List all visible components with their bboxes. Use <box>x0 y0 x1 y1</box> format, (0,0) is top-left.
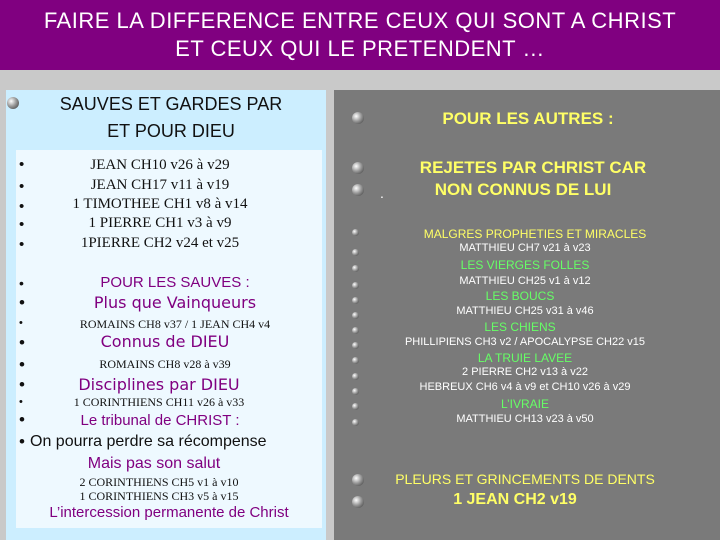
plus-que-vainqueurs: Plus que Vainqueurs <box>93 293 257 312</box>
ref-corinthiens-5: 2 CORINTHIENS CH5 v1 à v10 <box>79 475 239 489</box>
tribunal-de-christ: Le tribunal de CHRIST : <box>80 412 240 429</box>
bullet: • <box>19 396 23 408</box>
sphere-bullet-icon <box>352 249 359 256</box>
ref-romains-8-28: ROMAINS CH8 v28 à v39 <box>99 357 231 371</box>
rejetes-line-1: REJETES PAR CHRIST CAR <box>419 158 647 177</box>
sphere-bullet-icon <box>352 327 359 334</box>
bullet: • <box>19 432 25 451</box>
stray-dot: . <box>380 185 384 201</box>
bullet: • <box>19 355 25 374</box>
ref-hebreux: HEBREUX CH6 v4 à v9 et CH10 v26 à v29 <box>419 381 631 393</box>
ref-item: 1PIERRE CH2 v24 et v25 <box>80 235 240 251</box>
sphere-bullet-icon <box>352 162 364 174</box>
rejetes-line-2: NON CONNUS DE LUI <box>434 180 612 199</box>
sphere-bullet-icon <box>352 388 359 395</box>
bullet: • <box>19 375 25 394</box>
ivraie: L’IVRAIE <box>500 397 550 411</box>
bullet: • <box>19 178 25 195</box>
truie-lavee: LA TRUIE LAVEE <box>477 351 573 365</box>
ref-matthieu-25-1: MATTHIEU CH25 v1 à v12 <box>459 275 591 287</box>
sphere-bullet-icon <box>352 282 359 289</box>
ref-corinthiens-3: 1 CORINTHIENS CH3 v5 à v15 <box>79 489 239 503</box>
title-line-1: FAIRE LA DIFFERENCE ENTRE CEUX QUI SONT A CHRIST <box>43 8 677 33</box>
sphere-bullet-icon <box>352 403 359 410</box>
disciplines-par-dieu: Disciplines par DIEU <box>78 375 240 394</box>
bullet: • <box>19 275 24 291</box>
bullet: • <box>19 410 25 429</box>
ref-item: 1 PIERRE CH1 v3 à v9 <box>88 215 232 231</box>
ref-corinthiens-11: 1 CORINTHIENS CH11 v26 à v33 <box>73 395 245 409</box>
ref-romains-8-37: ROMAINS CH8 v37 / 1 JEAN CH4 v4 <box>79 317 271 331</box>
ref-item: JEAN CH10 v26 à v29 <box>90 157 230 173</box>
title-banner <box>0 0 720 70</box>
ref-item: JEAN CH17 v11 à v19 <box>90 177 230 193</box>
pleurs-grincements: PLEURS ET GRINCEMENTS DE DENTS <box>395 471 655 487</box>
ref-matthieu-25-31: MATTHIEU CH25 v31 à v46 <box>456 305 594 317</box>
ref-matthieu-7: MATTHIEU CH7 v21 à v23 <box>459 242 591 254</box>
ref-matthieu-13: MATTHIEU CH13 v23 à v50 <box>456 413 594 425</box>
sphere-bullet-icon <box>7 97 19 109</box>
sphere-bullet-icon <box>352 112 364 124</box>
sphere-bullet-icon <box>352 297 359 304</box>
ref-phillipiens: PHILLIPIENS CH3 v2 / APOCALYPSE CH22 v15 <box>404 336 646 348</box>
bullet: • <box>19 293 25 312</box>
vierges-folles: LES VIERGES FOLLES <box>460 258 590 272</box>
mais-pas-son-salut: Mais pas son salut <box>87 455 221 472</box>
sphere-bullet-icon <box>352 357 359 364</box>
bullet: • <box>19 317 23 329</box>
pour-les-autres: POUR LES AUTRES : <box>442 109 614 128</box>
intercession: L’intercession permanente de Christ <box>49 504 289 521</box>
recompense-text: On pourra perdre sa récompense <box>30 433 267 450</box>
sphere-bullet-icon <box>352 265 359 272</box>
ref-item: 1 TIMOTHEE CH1 v8 à v14 <box>72 196 248 212</box>
bullet: • <box>19 216 25 233</box>
connus-de-dieu: Connus de DIEU <box>100 332 230 351</box>
sphere-bullet-icon <box>352 342 359 349</box>
title-line-2: ET CEUX QUI LE PRETENDENT … <box>175 36 545 61</box>
jean-ref: 1 JEAN CH2 v19 <box>453 491 577 508</box>
ref-pierre-2: 2 PIERRE CH2 v13 à v22 <box>462 366 588 378</box>
left-heading-line-1: SAUVES ET GARDES PAR <box>59 94 283 114</box>
sphere-bullet-icon <box>352 312 359 319</box>
pour-les-sauves: POUR LES SAUVES : <box>100 274 250 291</box>
left-heading-line-2: ET POUR DIEU <box>107 121 235 141</box>
bullet: • <box>19 236 25 253</box>
sphere-bullet-icon <box>352 373 359 380</box>
bullet: • <box>19 198 25 215</box>
sphere-bullet-icon <box>352 419 359 426</box>
malgres-propheties: MALGRES PROPHETIES ET MIRACLES <box>423 227 647 241</box>
bullet: • <box>19 333 25 352</box>
les-chiens: LES CHIENS <box>484 320 556 334</box>
bullet: • <box>19 156 25 173</box>
les-boucs: LES BOUCS <box>485 289 555 303</box>
sphere-bullet-icon <box>352 229 359 236</box>
sphere-bullet-icon <box>352 184 364 196</box>
